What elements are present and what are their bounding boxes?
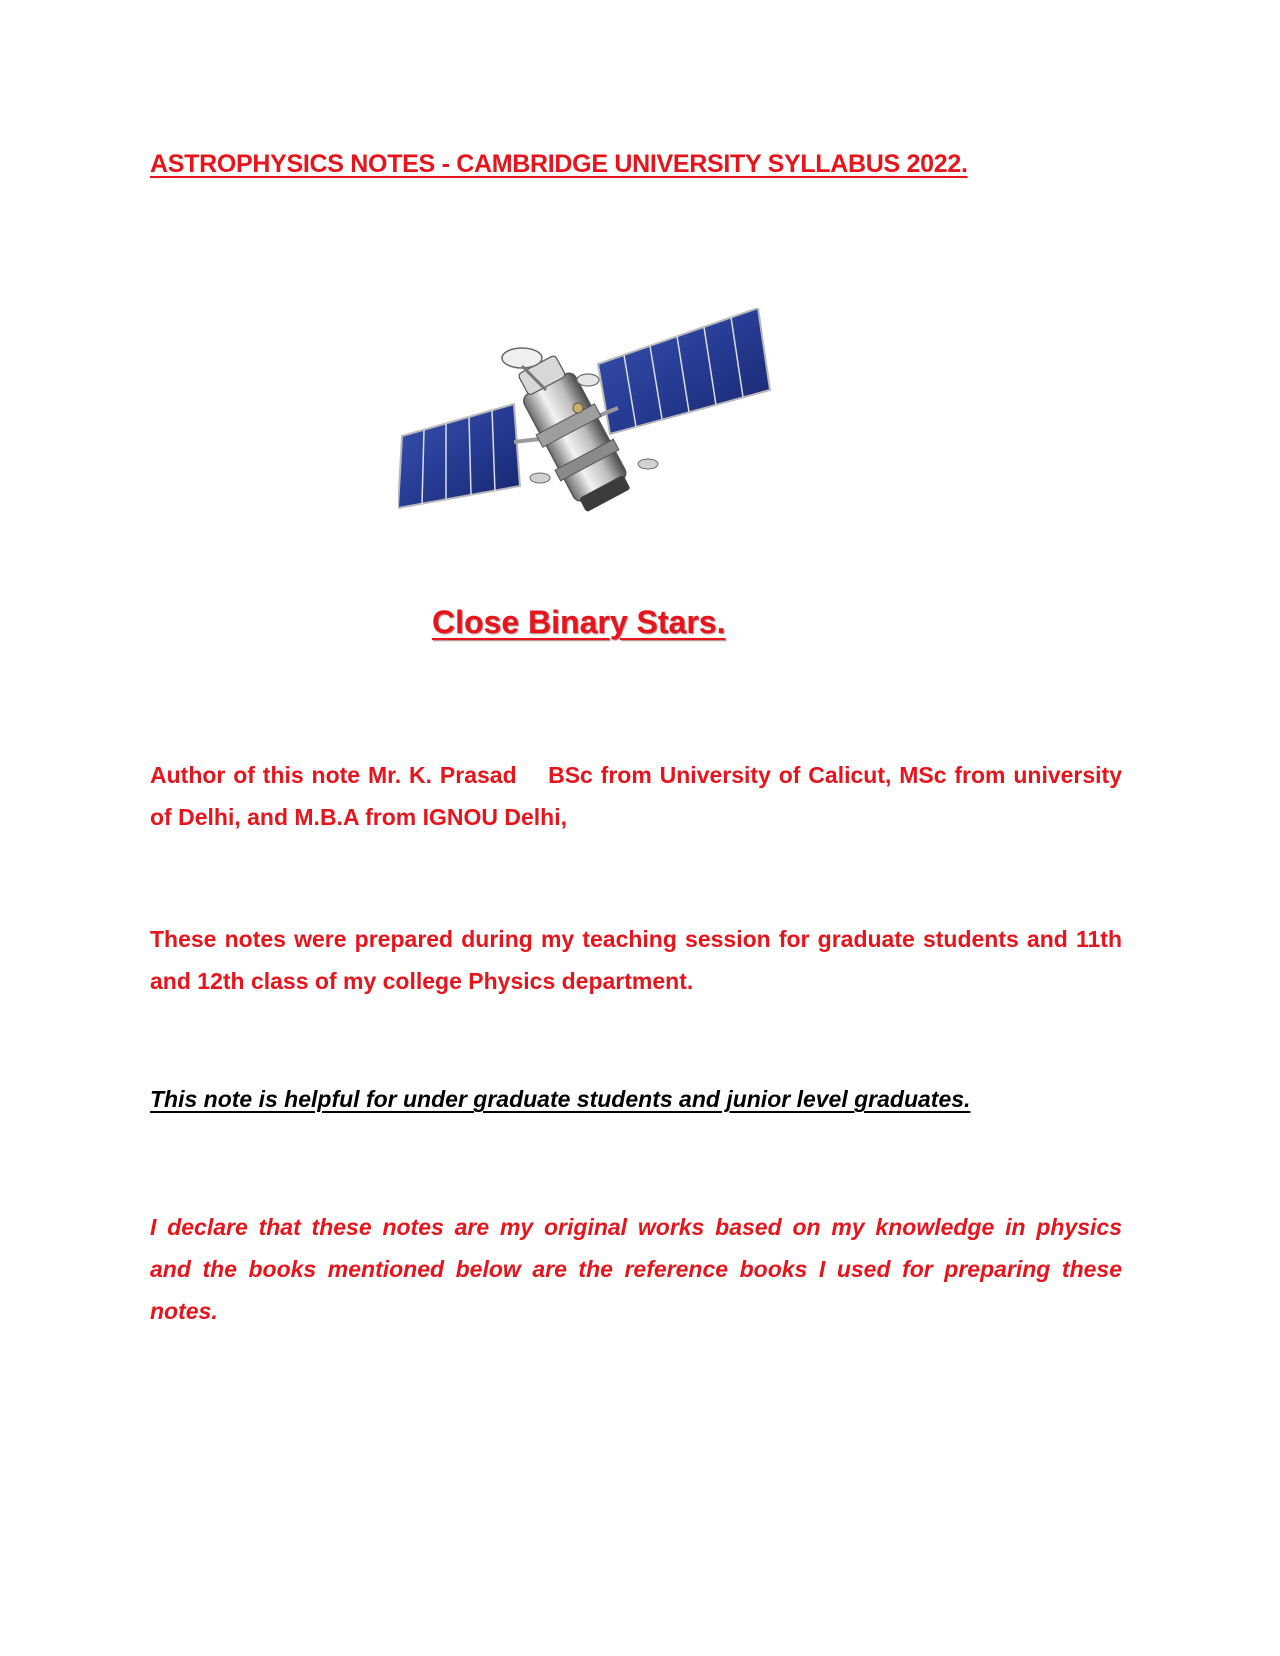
prepared-paragraph: These notes were prepared during my teaching session for graduate students and 11th and 12th class of my college Physics department. <box>150 926 1122 994</box>
author-qualifications: BSc from University of Calicut, MSc from university of Delhi, and M.B.A from IGNOU Delhi, <box>150 762 1123 830</box>
document-subtitle: Close Binary Stars. <box>432 604 726 640</box>
declaration-paragraph: I declare that these notes are my original works based on my knowledge in physics and the books mentioned below are the reference books I used for preparing these notes. <box>150 1214 1122 1324</box>
author-paragraph <box>150 754 1122 838</box>
document-title: ASTROPHYSICS NOTES - CAMBRIDGE UNIVERSITY SYLLABUS 2022. <box>150 150 968 178</box>
author-name: Author of this note Mr. K. Prasad <box>150 762 517 788</box>
satellite-icon <box>398 308 798 533</box>
helpful-note: This note is helpful for under graduate students and junior level graduates. <box>150 1086 971 1112</box>
